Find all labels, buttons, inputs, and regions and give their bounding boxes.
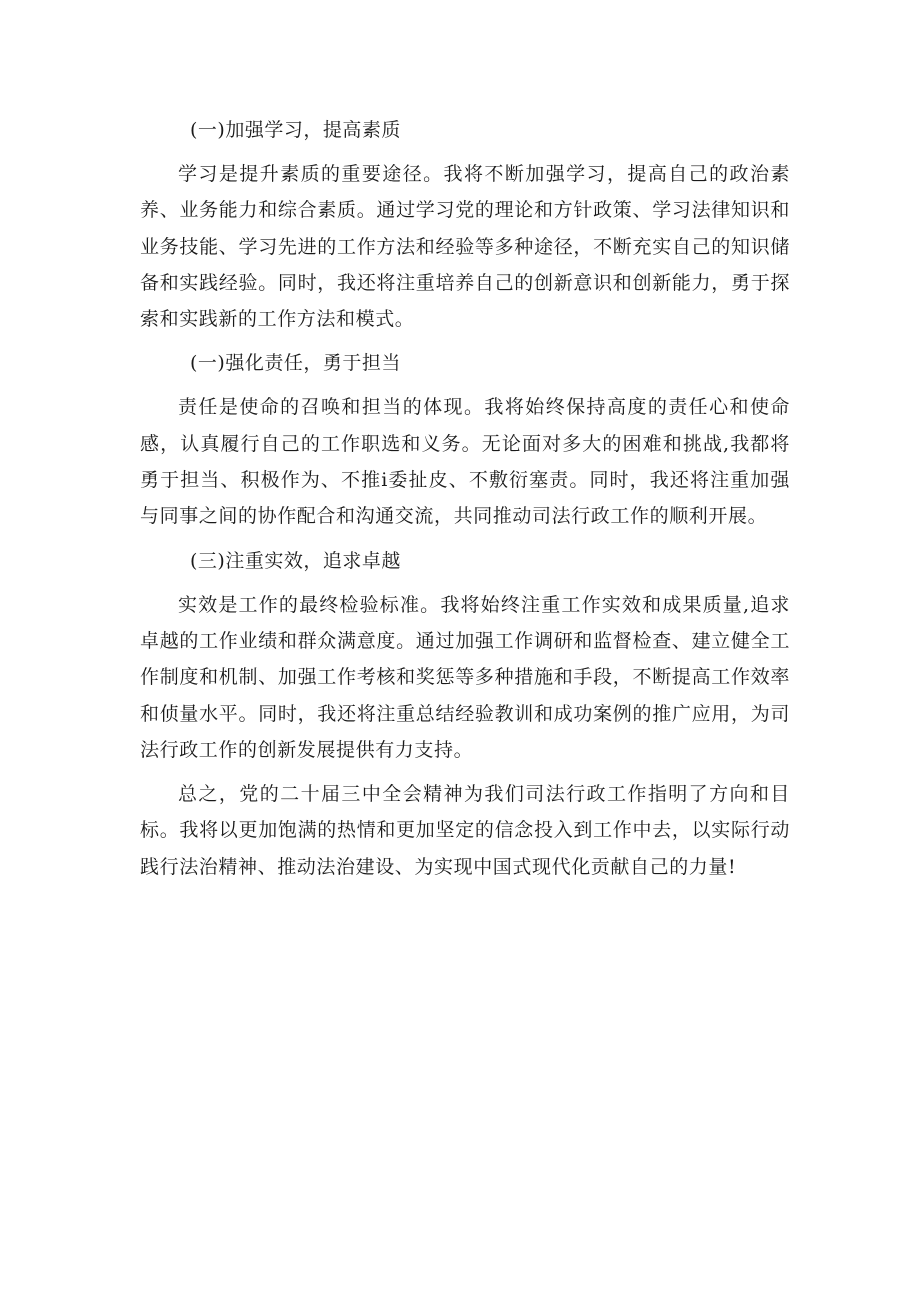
section-heading-effectiveness: (三)注重实效，追求卓越 bbox=[190, 549, 401, 572]
document-content bbox=[140, 112, 790, 893]
section-body-effectiveness: 实效是工作的最终检验标准。我将始终注重工作实效和成果质量,追求卓越的工作业绩和群众满意度。通过加强工作调研和监督检查、建立健全工作制度和机制、加强工作考核和奖惩等多种措施和手段，不断提高工作效率和侦量水平。同时，我还将注重总结经验教训和成功案例的推广应用，为司法行政工作的创新发展提供有力支持。 bbox=[140, 593, 790, 761]
section-heading-study: (一)加强学习，提高素质 bbox=[190, 119, 401, 141]
section-body-responsibility: 责任是使命的召唤和担当的体现。我将始终保持高度的责任心和使命感，认真履行自己的工作职选和义务。无论面对多大的困难和挑战,我都将勇于担当、积极作为、不推i委扯皮、不敷衍塞责。同时，我还将注重加强与同事之间的协作配合和沟通交流，共同推动司法行政工作的顺利开展。 bbox=[140, 396, 790, 528]
section-body-study: 学习是提升素质的重要途径。我将不断加强学习，提高自己的政治素养、业务能力和综合素质。通过学习党的理论和方针政策、学习法律知识和业务技能、学习先进的工作方法和经验等多种途径，不断充实自己的知识储备和实践经验。同时，我还将注重培养自己的创新意识和创新能力，勇于探索和实践新的工作方法和模式。 bbox=[140, 163, 790, 331]
section-heading-responsibility: (一)强化责任，勇于担当 bbox=[190, 352, 401, 375]
conclusion-paragraph: 总之，党的二十届三中全会精神为我们司法行政工作指明了方向和目标。我将以更加饱满的热情和更加坚定的信念投入到工作中去，以实际行动践行法治精神、推动法治建设、为实现中国式现代化贡献自己的力量! bbox=[140, 783, 790, 878]
